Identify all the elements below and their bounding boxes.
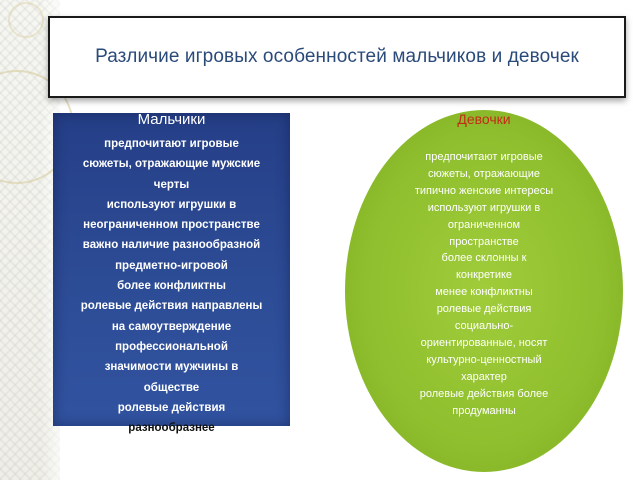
girls-line: конкретике — [455, 269, 513, 282]
girls-line: предпочитают игровые — [425, 151, 543, 163]
girls-line: продуманны — [452, 404, 516, 417]
slide-title: Различие игровых особенностей мальчиков и девочек — [95, 46, 579, 67]
girls-line: сюжеты, отражающие — [428, 167, 540, 180]
girls-line: социально- — [454, 320, 514, 333]
girls-line: культурно-ценностный — [426, 353, 542, 366]
boys-line: важно наличие разнообразной — [82, 239, 261, 252]
decorative-ring-small — [8, 2, 44, 38]
boys-heading: Мальчики — [137, 111, 206, 128]
boys-line: используют игрушки в — [106, 198, 237, 211]
boys-line: значимости мужчины в — [104, 361, 239, 374]
boys-line: черты — [153, 178, 190, 191]
title-box — [48, 16, 626, 98]
boys-list — [53, 134, 290, 438]
boys-line: на самоутверждение — [111, 320, 232, 333]
girls-line: характер — [461, 370, 507, 383]
boys-line: более конфликтны — [117, 280, 226, 293]
girls-heading: Девочки — [457, 111, 511, 127]
boys-line: разнообразнее — [128, 422, 215, 435]
boys-line: неограниченном пространстве — [83, 219, 260, 232]
boys-line: ролевые действия направлены — [80, 300, 263, 313]
boys-line: сюжеты, отражающие мужские — [82, 158, 261, 171]
girls-list — [380, 149, 588, 420]
girls-line: типично женские интересы — [414, 184, 554, 197]
girls-line: ролевые действия — [436, 303, 532, 316]
girls-line: ролевые действия более — [419, 387, 549, 400]
boys-line: профессиональной — [115, 340, 228, 353]
boys-line: обществе — [143, 381, 200, 394]
girls-line: менее конфликтны — [435, 286, 533, 299]
girls-line: используют игрушки в — [427, 201, 541, 214]
girls-line: ориентированные, носят — [420, 336, 548, 349]
girls-line: более склонны к — [441, 252, 527, 265]
girls-line: ограниченном — [447, 218, 521, 231]
boys-line: предметно-игровой — [115, 259, 228, 272]
boys-line: предпочитают игровые — [104, 138, 239, 150]
boys-line: ролевые действия — [117, 401, 226, 414]
girls-line: пространстве — [449, 235, 519, 248]
